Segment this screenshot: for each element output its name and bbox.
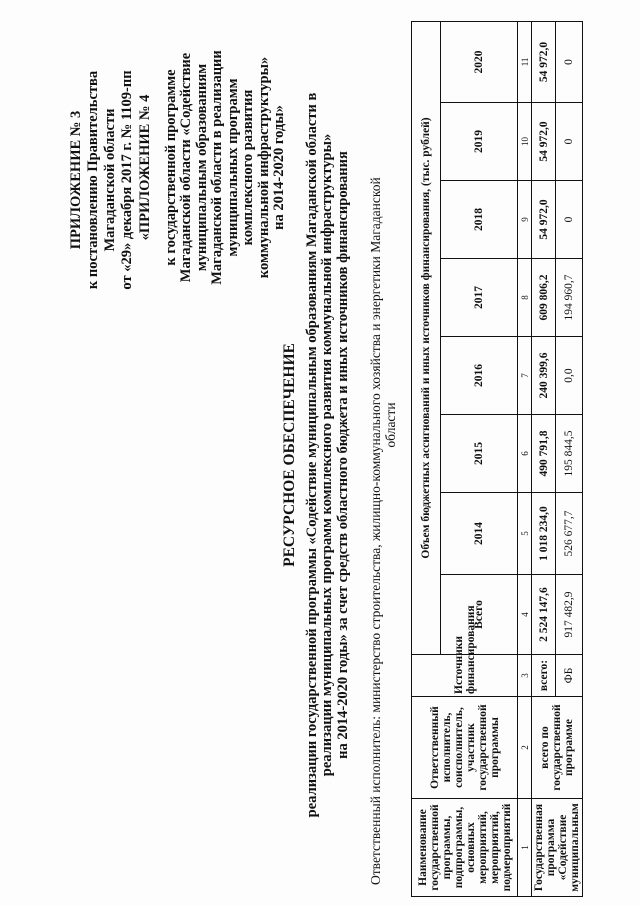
value-cell: 1 018 234,0 xyxy=(532,493,556,575)
column-number: 11 xyxy=(518,21,532,102)
executor-line: Ответственный исполнитель: министерство строительства, жилищно-коммунального хозяйства и энергетики Магаданской xyxy=(368,177,383,885)
header-year: 2015 xyxy=(441,415,518,493)
document-title xyxy=(282,65,351,845)
title-heading: РЕСУРСНОЕ ОБЕСПЕЧЕНИЕ xyxy=(281,343,298,567)
program-name-cell: Государственная программа «Содействие муниципальным xyxy=(532,799,583,897)
appendix-4-line: на 2014-2020 годы» xyxy=(271,105,287,230)
value-cell: 2 524 147,6 xyxy=(532,575,556,655)
appendix-4-line: муниципальным образованиям xyxy=(193,63,210,272)
value-cell: 195 844,5 xyxy=(556,415,583,493)
resource-table xyxy=(411,21,583,897)
column-number: 5 xyxy=(518,493,532,575)
source-cell: ФБ xyxy=(556,655,583,697)
value-cell: 194 960,7 xyxy=(556,259,583,337)
value-cell: 54 972,0 xyxy=(532,181,556,259)
appendix-4-line: коммунальной инфраструктуры» xyxy=(255,56,272,279)
header-year: 2016 xyxy=(441,337,518,415)
header-year: 2014 xyxy=(441,493,518,575)
appendix-4-line: комплексного развития xyxy=(240,89,256,246)
header-executor: Ответственный исполнитель, соисполнитель, участник государственной программы xyxy=(412,697,518,799)
value-cell: 609 806,2 xyxy=(532,259,556,337)
title-line: реализации муниципальных программ комплексного развития коммунальной инфраструктуры» xyxy=(319,133,335,777)
title-line: реализации государственной программы «Содействие муниципальным образованиям Магаданской области в xyxy=(303,92,320,818)
column-number: 10 xyxy=(518,103,532,181)
appendix-4-line: Магаданской области в реализации xyxy=(209,50,225,285)
responsible-executor xyxy=(368,5,398,885)
value-cell: 0 xyxy=(556,21,583,102)
column-number: 6 xyxy=(518,415,532,493)
value-cell: 54 972,0 xyxy=(532,21,556,102)
value-cell: 917 482,9 xyxy=(556,575,583,655)
value-cell: 0 xyxy=(556,181,583,259)
appendix-3-block xyxy=(68,15,136,345)
source-cell: всего: xyxy=(532,655,556,697)
header-year: 2019 xyxy=(441,103,518,181)
value-cell: 240 399,6 xyxy=(532,337,556,415)
appendix-3-line: к постановлению Правительства xyxy=(85,70,101,290)
table-row-total xyxy=(532,21,556,896)
title-line: на 2014-2020 годы» за счет средств областного бюджета и иных источников финансирования xyxy=(334,151,351,759)
header-year: 2017 xyxy=(441,259,518,337)
value-cell: 0,0 xyxy=(556,337,583,415)
column-number: 4 xyxy=(518,575,532,655)
column-number: 1 xyxy=(518,799,532,897)
column-number: 7 xyxy=(518,337,532,415)
appendix-3-line: от «29» декабря 2017 г. № 1109-пп xyxy=(119,70,135,290)
appendix-4-block xyxy=(138,5,288,330)
appendix-4-line: Магаданской области «Содействие xyxy=(178,52,194,283)
column-number: 8 xyxy=(518,259,532,337)
value-cell: 54 972,0 xyxy=(532,103,556,181)
value-cell: 490 791,8 xyxy=(532,415,556,493)
appendix-4-line: к государственной программе xyxy=(162,69,179,266)
value-cell: 526 677,7 xyxy=(556,493,583,575)
appendix-3-line: Магаданской области xyxy=(102,108,118,252)
column-number: 9 xyxy=(518,181,532,259)
header-year: 2020 xyxy=(441,21,518,102)
appendix-4-line: муниципальных программ xyxy=(224,78,241,257)
column-number: 2 xyxy=(518,697,532,799)
program-owner-cell: всего по государственной программе xyxy=(532,697,583,799)
appendix-3-title: ПРИЛОЖЕНИЕ № 3 xyxy=(68,110,84,250)
header-funding-volume: Объем бюджетных ассигнований и иных источников финансирования, (тыс. рублей) xyxy=(412,21,441,654)
value-cell: 0 xyxy=(556,103,583,181)
header-program-name: Наименование государственной программы, подпрограммы, основных мероприятий, мероприятий, подмероприятий xyxy=(412,799,518,897)
appendix-4-title: «ПРИЛОЖЕНИЕ № 4 xyxy=(137,94,153,241)
column-number: 3 xyxy=(518,655,532,697)
executor-line: области xyxy=(383,402,398,448)
header-funding-source: Источники финансирования xyxy=(412,655,518,697)
header-year: 2018 xyxy=(441,181,518,259)
header-total: Всего xyxy=(441,575,518,655)
